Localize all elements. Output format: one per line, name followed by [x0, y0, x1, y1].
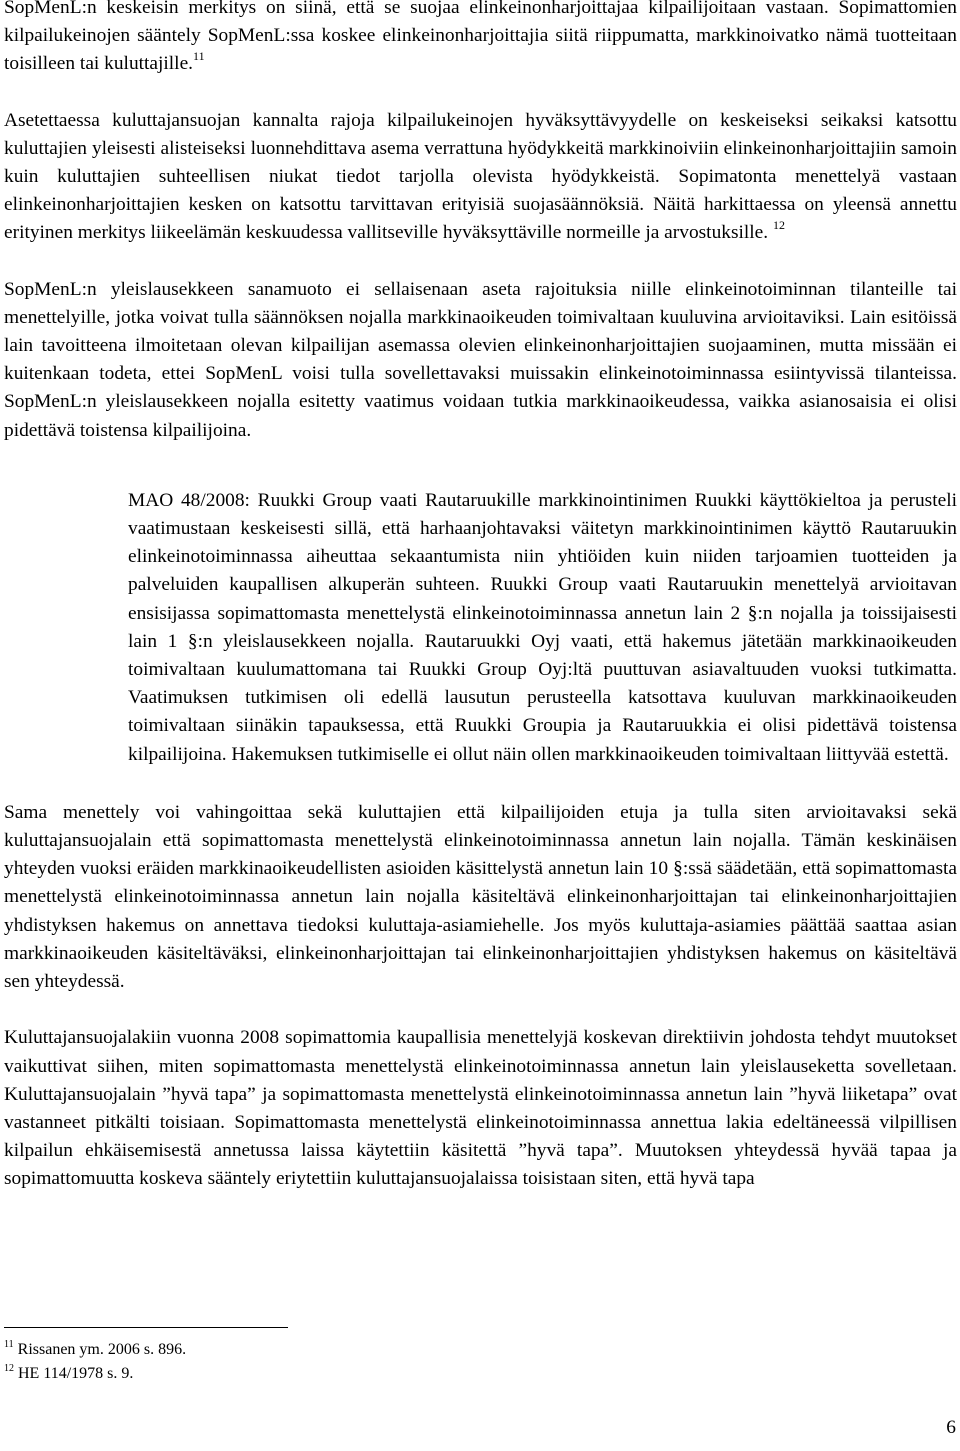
footnotes	[4, 1338, 186, 1386]
footnote-12-text: HE 114/1978 s. 9.	[18, 1365, 134, 1382]
footnote-12	[4, 1362, 186, 1386]
footnote-11-text: Rissanen ym. 2006 s. 896.	[17, 1341, 187, 1358]
footnote-ref-11[interactable]: 11	[193, 49, 205, 64]
page-number: 6	[946, 1417, 956, 1438]
case-quote-text: MAO 48/2008: Ruukki Group vaati Rautaruukille markkinointinimen Ruukki käyttökieltoa ja perusteli vaatimustaan keskeisesti sillä, että harhaanjohtavaksi väitetyn markkinointinimen käyttö Rautaruukin elinkeinotoiminnassa aiheuttaa sekaantumista niin yhtiöiden kuin niiden tarjoamien tuotteiden ja palveluiden kaupallisen alkuperän suhteen. Ruukki Group vaati Rautaruukin menettelyä arvioitavan ensisijassa sopimattomasta menettelystä elinkeinotoiminnassa annetun lain 2 §:n nojalla ja toissijaisesti lain 1 §:n yleislausekkeen nojalla. Rautaruukki Oyj vaati, että hakemus jätetään markkinaoikeuden toimivaltaan kuulumattomana tai Ruukki Group Oyj:ltä puuttuvan asiavaltuuden vuoksi tutkimatta. Vaatimuksen tutkimisen oli edellä lausutun perusteella katsottava kuuluvan markkinaoikeuden toimivaltaan siinäkin tapauksessa, että Ruukki Groupia ja Rautaruukkia ei olisi pidettävä toistensa kilpailijoina. Hakemuksen tutkimiselle ei ollut näin ollen markkinaoikeuden toimivaltaan liittyvää estettä.	[128, 489, 957, 765]
paragraph-2	[4, 107, 957, 248]
footnote-ref-12[interactable]: 12	[772, 218, 785, 233]
paragraph-2-text: Asetettaessa kuluttajansuojan kannalta rajoja kilpailukeinojen hyväksyttävyydelle on keskeiseksi seikaksi katsottu kuluttajien yleisesti alisteiseksi luonnehdittava asema verrattuna hyödykkeitä markkinoiviin elinkeinonharjoittajiin samoin kuin kuluttajien suhteellisen niukat tiedot tarjolla olevista hyödykkeistä. Sopimatonta menettelyä vastaan elinkeinonharjoittajien kesken on katsottu tarvittavan erityisiä suojasäännöksiä. Näitä harkittaessa on yleensä annettu erityinen merkitys liikeelämän keskuudessa vallitseville hyväksyttäville normeille ja arvostuksille.	[4, 109, 957, 244]
document-page	[4, 0, 957, 1194]
paragraph-4	[4, 799, 957, 996]
paragraph-1	[4, 0, 957, 79]
footnote-11-number: 11	[4, 1339, 14, 1350]
footnote-11	[4, 1338, 186, 1362]
paragraph-5-text: Kuluttajansuojalakiin vuonna 2008 sopimattomia kaupallisia menettelyjä koskevan direktiivin johdosta tehdyt muutokset vaikuttivat siihen, miten sopimattomasta menettelystä elinkeinotoiminnassa annetun lain yleislauseketta sovelletaan. Kuluttajansuojalain ”hyvä tapa” ja sopimattomasta menettelystä elinkeinotoiminnassa annetun lain ”hyvä liiketapa” ovat vastanneet pitkälti toisiaan. Sopimattomasta menettelystä elinkeinotoiminnassa annettua lakia edeltäneessä vilpillisen kilpailun ehkäisemisestä annetussa laissa käytettiin käsitettä ”hyvä tapa”. Muutoksen yhteydessä hyvää tapaa ja sopimattomuutta koskeva sääntely eriytettiin kuluttajansuojalaissa toisistaan siten, että hyvä tapa	[4, 1027, 957, 1190]
paragraph-1-text: SopMenL:n keskeisin merkitys on siinä, että se suojaa elinkeinonharjoittajaa kilpailijoitaan vastaan. Sopimattomien kilpailukeinojen sääntely SopMenL:ssa koskee elinkeinonharjoittajia siitä riippumatta, markkinoivatko nämä tuotteitaan toisilleen tai kuluttajille.	[4, 0, 957, 75]
case-quote	[128, 487, 957, 769]
footnote-12-number: 12	[4, 1363, 14, 1374]
paragraph-4-text: Sama menettely voi vahingoittaa sekä kuluttajien että kilpailijoiden etuja ja tulla siten arvioitavaksi sekä kuluttajansuojalain että sopimattomasta menettelystä elinkeinotoiminnassa annetun lain nojalla. Tämän keskinäisen yhteyden vuoksi eräiden markkinaoikeudellisten asioiden käsittelystä annetun lain 10 §:ssä säädetään, että sopimattomasta menettelystä elinkeinotoiminnassa annetun lain nojalla käsiteltävä elinkeinonharjoittajan tai elinkeinonharjoittajien yhdistyksen hakemus on annettava tiedoksi kuluttaja-asiamiehelle. Jos myös kuluttaja-asiamies päättää saattaa asian markkinaoikeuden käsiteltäväksi, elinkeinonharjoittajan tai elinkeinonharjoittajien yhdistyksen hakemus on käsiteltävä sen yhteydessä.	[4, 801, 957, 993]
paragraph-3-text: SopMenL:n yleislausekkeen sanamuoto ei sellaisenaan aseta rajoituksia niille elinkeinotoiminnan tilanteille tai menettelyille, jotka voivat tulla säännöksen nojalla markkinaoikeuden toimivaltaan kuuluvina arvioitaviksi. Lain esitöissä lain tavoitteena ilmoitetaan olevan kilpailijan asemassa olevien elinkeinonharjoittajien suojaaminen, mutta missään ei kuitenkaan todeta, ettei SopMenL voisi tulla sovellettavaksi muissakin elinkeinotoiminnassa esiintyvissä tilanteissa. SopMenL:n yleislausekkeen nojalla esitetty vaatimus voidaan tutkia markkinaoikeudessa, vaikka asianosaisia ei olisi pidettävä toistensa kilpailijoina.	[4, 278, 957, 441]
paragraph-3	[4, 276, 957, 445]
paragraph-5	[4, 1024, 957, 1193]
footnote-separator	[4, 1327, 288, 1328]
